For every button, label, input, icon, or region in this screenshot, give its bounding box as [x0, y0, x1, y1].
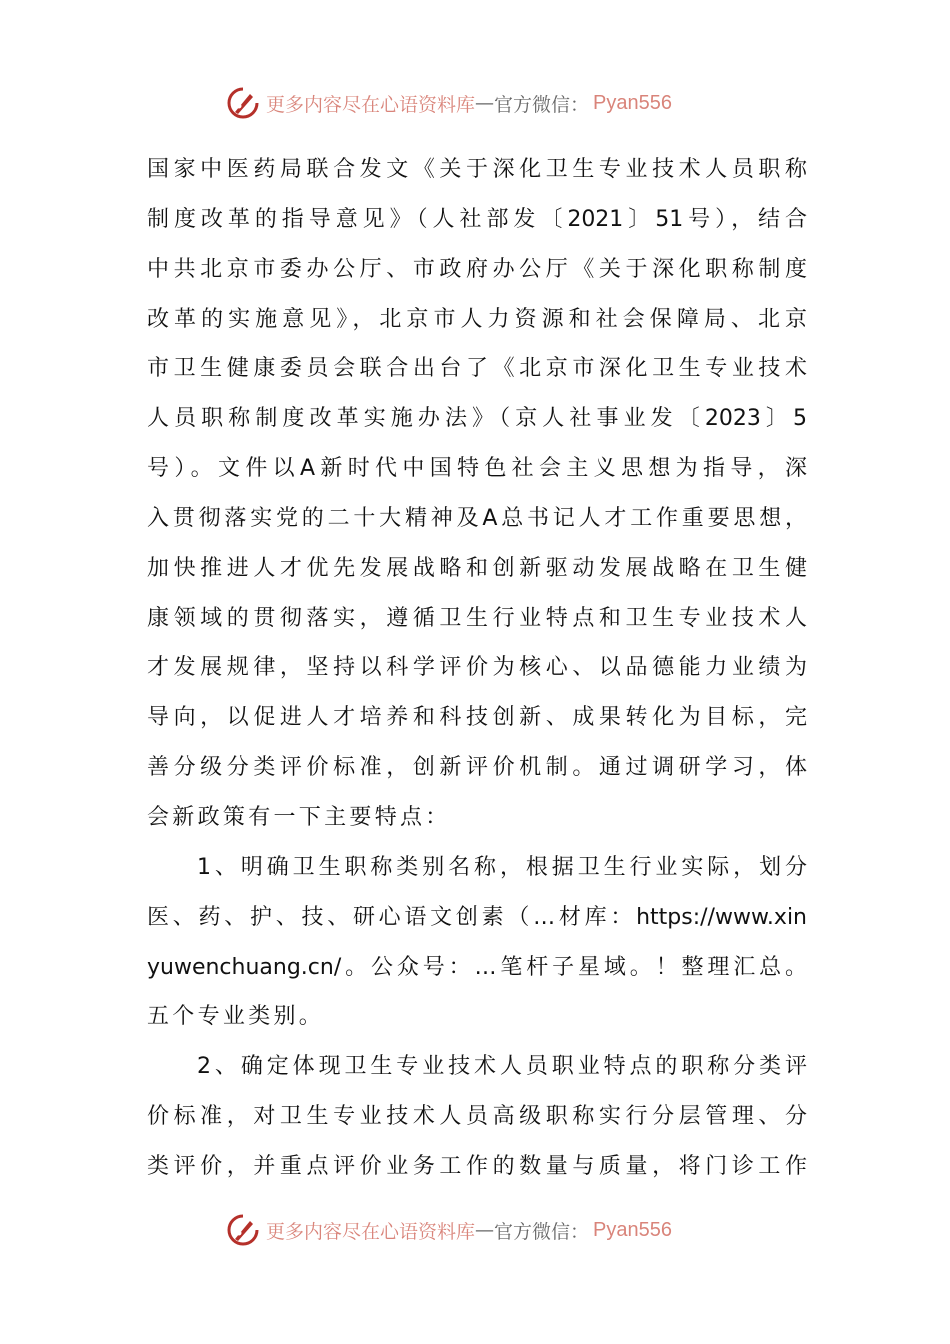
banner-wechat-label: 官方微信：: [494, 93, 590, 116]
header-watermark-banner: [226, 85, 716, 121]
document-body: [147, 145, 807, 1192]
banner-wechat-label: 官方微信：: [494, 1220, 590, 1243]
paragraph-intro: [147, 145, 807, 843]
text-line: 2、确定体现卫生专业技术人员职业特点的职称分类评: [197, 1054, 807, 1080]
text-line: 号）。文件以A新时代中国特色社会主义思想为指导，深: [147, 456, 807, 482]
text-line: 康领域的贯彻落实，遵循卫生行业特点和卫生专业技术人: [147, 605, 807, 631]
footer-watermark-banner: [226, 1212, 716, 1248]
paragraph-point-1: [147, 843, 807, 1042]
text-line: 导向，以促进人才培养和科技创新、成果转化为目标，完: [147, 705, 807, 731]
text-line: 改革的实施意见》，北京市人力资源和社会保障局、北京: [147, 306, 807, 332]
paragraph-point-2: [147, 1042, 807, 1192]
quill-logo-icon: [226, 86, 260, 120]
text-line: 五个专业类别。: [147, 1004, 325, 1030]
text-line: 1、明确卫生职称类别名称，根据卫生行业实际，划分: [197, 854, 807, 880]
text-line: 国家中医药局联合发文《关于深化卫生专业技术人员职称: [147, 157, 807, 182]
banner-wechat-id: Pyan556: [593, 1218, 672, 1241]
text-line: 中共北京市委办公厅、市政府办公厅《关于深化职称制度: [147, 256, 807, 282]
text-line: 人员职称制度改革实施办法》（京人社事业发〔2023〕5: [147, 406, 807, 432]
text-line: yuwenchuang.cn/。公众号：…笔杆子星域。！整理汇总。: [147, 954, 807, 980]
text-line: 才发展规律，坚持以科学评价为核心、以品德能力业绩为: [147, 655, 807, 681]
text-line: 市卫生健康委员会联合出台了《北京市深化卫生专业技术: [147, 356, 807, 382]
banner-title: 更多内容尽在心语资料库: [266, 93, 476, 116]
banner-title: 更多内容尽在心语资料库: [266, 1220, 476, 1243]
text-line: 制度改革的指导意见》（人社部发〔2021〕51号），结合: [147, 206, 807, 232]
text-line: 加快推进人才优先发展战略和创新驱动发展战略在卫生健: [147, 555, 807, 581]
text-line: 会新政策有一下主要特点：: [147, 804, 451, 830]
text-line: 价标准，对卫生专业技术人员高级职称实行分层管理、分: [147, 1104, 807, 1130]
banner-dash: —: [475, 1219, 495, 1241]
quill-logo-icon: [226, 1213, 260, 1247]
banner-dash: —: [475, 92, 495, 114]
text-line: 善分级分类评价标准，创新评价机制。通过调研学习，体: [147, 755, 807, 781]
text-line: 医、药、护、技、研心语文创素（…材库：https://www.xin: [147, 904, 807, 930]
text-line: 类评价，并重点评价业务工作的数量与质量，将门诊工作: [147, 1153, 807, 1179]
banner-wechat-id: Pyan556: [593, 91, 672, 114]
text-line: 入贯彻落实党的二十大精神及A总书记人才工作重要思想，: [147, 505, 807, 531]
